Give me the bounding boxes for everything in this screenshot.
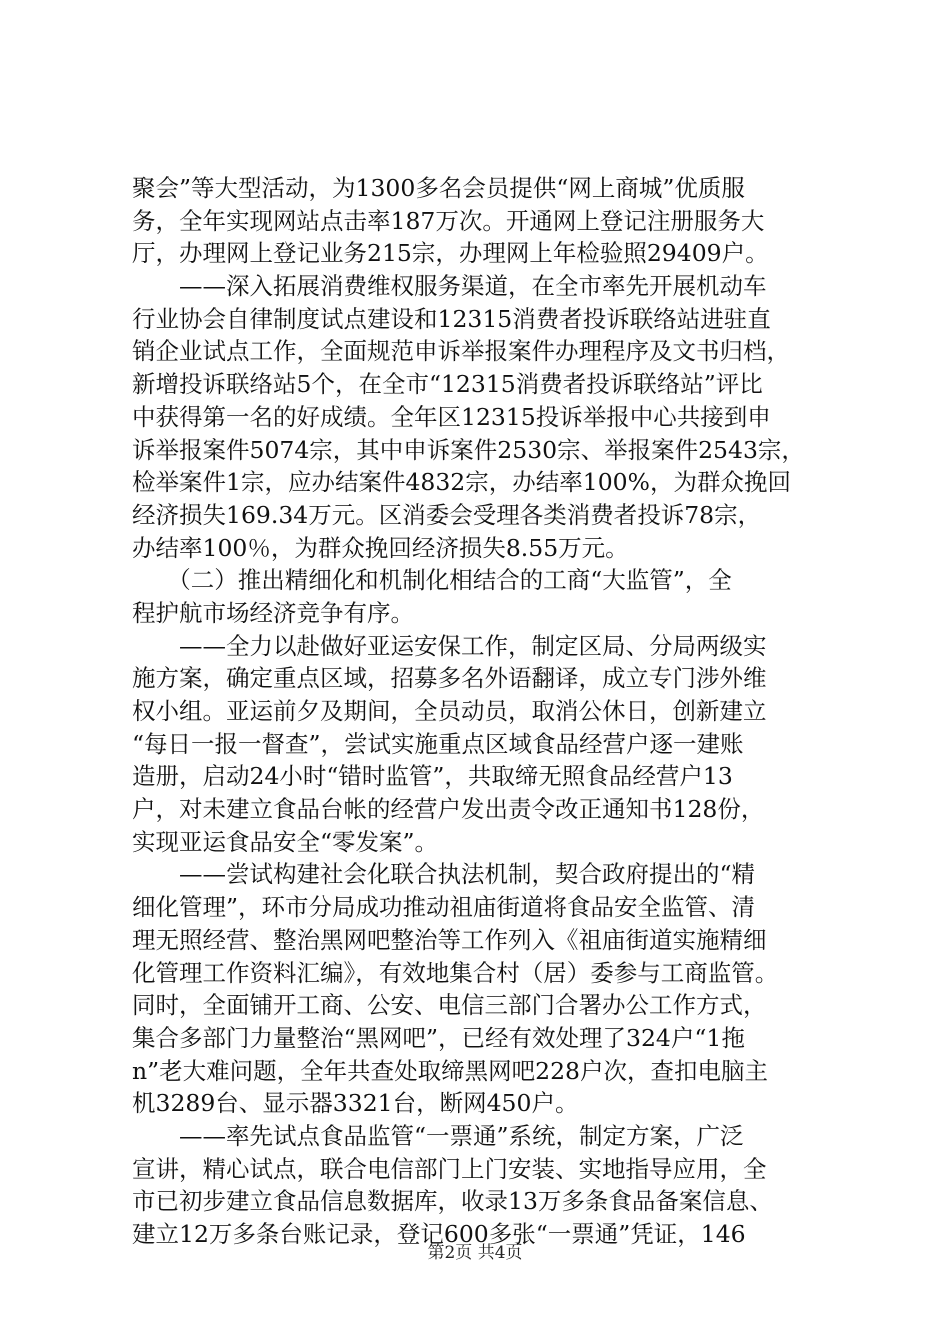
text-line: 务，全年实现网站点击率187万次。开通网上登记注册服务大 bbox=[132, 206, 765, 235]
text-line: 权小组。亚运前夕及期间，全员动员，取消公休日，创新建立 bbox=[132, 697, 767, 725]
text-line: 宣讲，精心试点，联合电信部门上门安装、实地指导应用，全 bbox=[132, 1154, 767, 1183]
text-line: 机3289台、显示器3321台，断网450户。 bbox=[132, 1089, 579, 1118]
body-text bbox=[132, 172, 832, 1251]
text-line: n”老大难问题，全年共查处取缔黑网吧228户次，查扣电脑主 bbox=[132, 1056, 769, 1085]
text-line: ——尝试构建社会化联合执法机制，契合政府提出的“精 bbox=[132, 860, 756, 889]
text-line: 实现亚运食品安全“零发案”。 bbox=[132, 827, 439, 856]
text-line: （二）推出精细化和机制化相结合的工商“大监管”，全 bbox=[132, 566, 732, 595]
text-line: ——全力以赴做好亚运安保工作，制定区局、分局两级实 bbox=[132, 631, 767, 660]
text-line: 聚会”等大型活动，为1300多名会员提供“网上商城”优质服 bbox=[132, 174, 745, 202]
text-line: 办结率100％，为群众挽回经济损失8.55万元。 bbox=[132, 533, 629, 562]
text-line: 经济损失169.34万元。区消委会受理各类消费者投诉78宗， bbox=[132, 500, 762, 529]
text-line: 施方案，确定重点区域，招募多名外语翻译，成立专门涉外维 bbox=[132, 664, 767, 693]
text-line: 行业协会自律制度试点建设和12315消费者投诉联络站进驻直 bbox=[132, 304, 771, 333]
text-line: 集合多部门力量整治“黑网吧”，已经有效处理了324户“1拖 bbox=[132, 1023, 745, 1052]
text-line: 诉举报案件5074宗，其中申诉案件2530宗、举报案件2543宗， bbox=[132, 435, 805, 464]
text-line: 销企业试点工作，全面规范申诉举报案件办理程序及文书归档， bbox=[132, 337, 790, 366]
text-line: 程护航市场经济竞争有序。 bbox=[132, 598, 414, 627]
text-line: ——深入拓展消费维权服务渠道，在全市率先开展机动车 bbox=[132, 272, 767, 301]
text-line: 检举案件1宗，应办结案件4832宗，办结率100%，为群众挽回 bbox=[132, 468, 791, 497]
text-line: 细化管理”，环市分局成功推动祖庙街道将食品安全监管、清 bbox=[132, 893, 756, 922]
text-line: 化管理工作资料汇编》，有效地集合村（居）委参与工商监管。 bbox=[132, 958, 779, 987]
text-line: 造册，启动24小时“错时监管”，共取缔无照食品经营户13 bbox=[132, 762, 733, 791]
text-line: 中获得第一名的好成绩。全年区12315投诉举报中心共接到申 bbox=[132, 402, 771, 431]
text-line: 新增投诉联络站5个，在全市“12315消费者投诉联络站”评比 bbox=[132, 370, 763, 399]
text-line: 同时，全面铺开工商、公安、电信三部门合署办公工作方式， bbox=[132, 991, 767, 1020]
page-footer: 第2页 共4页 bbox=[427, 1243, 523, 1263]
text-line: 户，对未建立食品台帐的经营户发出责令改正通知书128份， bbox=[132, 795, 765, 824]
text-line: “每日一报一督查”，尝试实施重点区域食品经营户逐一建账 bbox=[132, 729, 744, 758]
text-line: 建立12万多条台账记录，登记600多张“一票通”凭证，146 bbox=[132, 1220, 746, 1248]
text-line: 市已初步建立食品信息数据库，收录13万多条食品备案信息、 bbox=[132, 1187, 773, 1216]
text-line: 理无照经营、整治黑网吧整治等工作列入《祖庙街道实施精细 bbox=[132, 925, 767, 954]
text-line: 厅，办理网上登记业务215宗，办理网上年检验照29409户。 bbox=[132, 239, 769, 268]
text-line: ——率先试点食品监管“一票通”系统，制定方案，广泛 bbox=[132, 1121, 744, 1150]
